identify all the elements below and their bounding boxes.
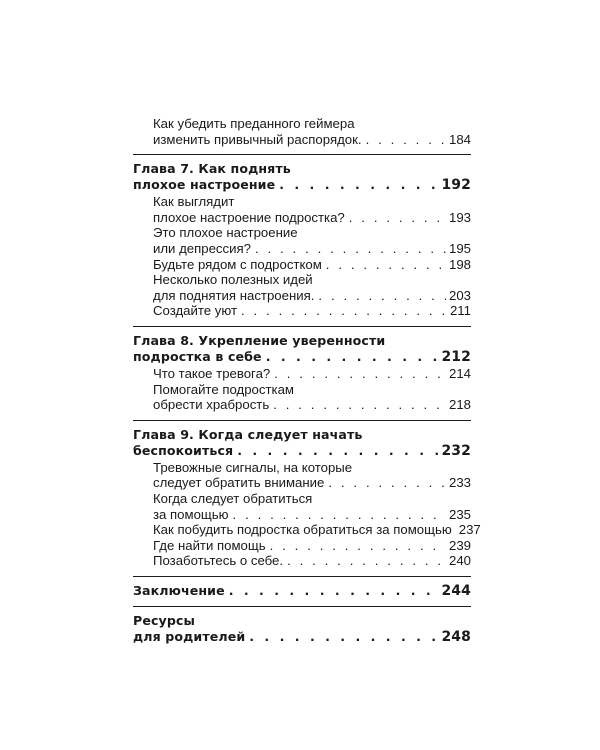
dot-leader [274,366,446,382]
dot-leader [229,583,439,599]
toc-entry [133,257,471,273]
chapter-title-line [133,349,471,365]
page-number: 218 [448,397,471,413]
dot-leader [266,349,439,365]
chapter-title: Глава 8. Укрепление уверенности [133,332,386,348]
toc-entry [133,225,471,256]
page-number: 198 [448,256,471,272]
toc-entry-text: Как убедить преданного геймера [153,116,355,131]
dot-leader [249,629,438,645]
toc-entry [133,491,471,522]
chapter-title-line [133,583,471,599]
chapter-title: Заключение [133,582,225,598]
chapter-title-line [133,427,471,443]
chapter-7-heading [133,154,471,193]
page-number: 239 [448,537,471,553]
toc-entry-text: Что такое тревога? [153,365,271,381]
toc-entry-line [133,382,471,398]
toc-entry-text: обрести храбрость [153,397,270,413]
chapter-title: Глава 9. Когда следует начать [133,426,363,442]
page-number: 193 [448,209,471,225]
page-number: 233 [448,475,471,491]
dot-leader [349,210,446,226]
toc-entry-text: Тревожные сигналы, на которые [153,459,353,475]
dot-leader [287,553,446,569]
toc-entry-line [133,507,471,523]
chapter-page-number: 232 [441,442,471,459]
toc-entry-line [133,272,471,288]
chapter-title: Глава 7. Как поднять [133,161,291,177]
dot-leader [255,241,446,257]
chapter-title-line [133,443,471,459]
toc-entry-line [133,538,471,554]
toc-entry-text: Как побудить подростка обратиться за помощью [153,522,452,538]
toc-entry [133,538,471,554]
dot-leader [233,507,446,523]
toc-entry-text: следует обратить внимание [153,475,325,491]
chapter-9-heading [133,420,471,459]
toc-entry-line [133,194,471,210]
toc-entry-line [133,303,471,319]
toc-entry-line [133,210,471,226]
toc-entry-text: плохое настроение подростка? [153,209,345,225]
table-of-contents [133,116,481,645]
toc-entry-line [133,225,471,241]
page-number: 184 [448,131,471,147]
dot-leader [241,303,447,319]
toc-entry-line [133,366,471,382]
chapter-title-line [133,613,471,629]
toc-entry-text: Это плохое настроение [153,225,298,241]
toc-entry [133,553,471,569]
dot-leader [237,443,438,459]
toc-entry-gamer [133,116,471,147]
toc-entry-line [133,116,471,132]
toc-entry-text: Помогайте подросткам [153,381,294,397]
dot-leader [273,397,446,413]
chapter-title-line [133,333,471,349]
chapter-title: беспокоиться [133,442,234,458]
toc-entry-line [133,288,471,304]
page-number: 195 [448,240,471,256]
toc-entry [133,366,471,382]
page-number: 211 [449,303,471,319]
dot-leader [328,475,446,491]
chapter-title-line [133,629,471,645]
chapter-title: Ресурсы [133,612,196,628]
toc-entry-line [133,522,481,538]
toc-entry-text: Создайте уют [153,303,237,319]
dot-leader [318,288,446,304]
toc-entry-line [133,553,471,569]
chapter-title-line [133,177,471,193]
page-number: 235 [448,506,471,522]
toc-entry [133,272,471,303]
chapter-title: для родителей [133,628,246,644]
toc-entry-text: или депрессия? [153,240,251,256]
conclusion-heading [133,576,471,599]
page-number: 240 [448,553,471,569]
toc-entry-line [133,257,471,273]
toc-entry-text: за помощью [153,506,229,522]
toc-entry [133,460,471,491]
toc-entry-line [133,241,471,257]
page-number: 237 [458,522,481,538]
toc-entry [133,522,481,538]
toc-entry-text: Когда следует обратиться [153,490,313,506]
dot-leader [326,257,446,273]
chapter-8-heading [133,326,471,365]
chapter-page-number: 244 [441,582,471,599]
dot-leader [279,177,438,193]
toc-entry-text: Несколько полезных идей [153,272,313,288]
chapter-page-number: 248 [441,628,471,645]
chapter-title-line [133,161,471,177]
chapter-title: плохое настроение [133,177,276,193]
dot-leader [270,538,446,554]
toc-entry-text: Будьте рядом с подростком [153,256,322,272]
toc-entry-line [133,475,471,491]
page-number: 203 [448,287,471,303]
toc-entry [133,382,471,413]
toc-entry [133,303,471,319]
toc-entry-line [133,397,471,413]
chapter-title: подростка в себе [133,348,262,364]
toc-entry-text: изменить привычный распорядок. [153,131,362,147]
toc-entry-text: Где найти помощь [153,537,266,553]
page-number: 214 [448,365,471,381]
dot-leader [366,132,446,148]
toc-entry-text: Как выглядит [153,194,235,210]
toc-entry-text: Позаботьтесь о себе. [153,553,284,569]
toc-entry-line [133,491,471,507]
toc-entry-line [133,132,471,148]
toc-entry-line [133,460,471,476]
chapter-page-number: 192 [441,177,471,194]
chapter-page-number: 212 [441,348,471,365]
toc-entry-text: для поднятия настроения. [153,287,315,303]
resources-heading [133,606,471,645]
toc-entry [133,194,471,225]
